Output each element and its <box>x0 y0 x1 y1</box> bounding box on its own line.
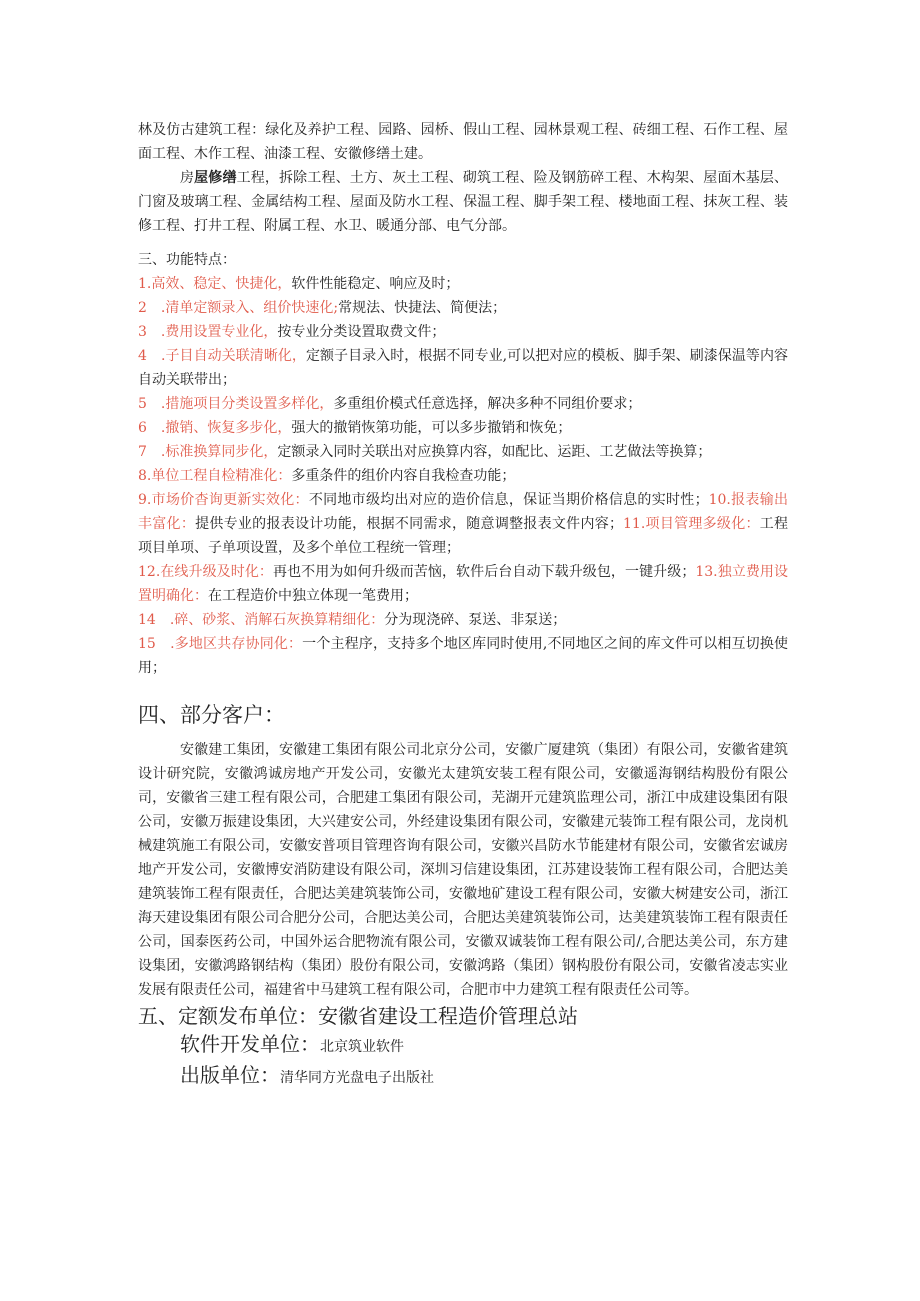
feature-1 <box>138 272 788 296</box>
feature-5 <box>138 392 788 416</box>
repair-prefix: 房 <box>180 170 195 186</box>
feature-15-text: 一个主程序，支持多个地区库同时使用,不同地区之间的库文件可以相互切换使用； <box>138 636 789 676</box>
feature-6 <box>138 416 788 440</box>
feature-11-title: 11.项目管理多级化： <box>623 516 760 532</box>
quota-publisher-line: 五、定额发布单位：安徽省建设工程造价管理总站 <box>138 1004 578 1028</box>
feature-6-title: 6 .撤销、恢复多步化， <box>138 420 292 436</box>
feature-7-title: 7 .标准换算同步化， <box>138 444 278 460</box>
feature-9-to-11 <box>138 488 788 560</box>
repair-bold: 屋修缮 <box>194 170 237 186</box>
repair-rest: 工程，拆除工程、土方、灰土工程、砌筑工程、险及钢筋碎工程、木构架、屋面木基层、门窗及玻璃工程、金属结构工程、屋面及防水工程、保温工程、脚手架工程、楼地面工程、抹灰工程、装修工程、打井工程、附属工程、水卫、暖通分部、电气分部。 <box>138 170 789 234</box>
feature-2 <box>138 296 788 320</box>
feature-10-title: 10.报表输出丰富化： <box>138 492 789 532</box>
feature-14 <box>138 608 788 632</box>
feature-8-title: 8.单位工程自检精准化： <box>138 468 292 484</box>
feature-3-text: 按专业分类设置取费文件； <box>277 324 446 340</box>
feature-13-text: 在工程造价中独立体现一笔费用； <box>208 588 418 604</box>
feature-1-text: 软件性能稳定、响应及时； <box>291 276 460 292</box>
publisher-label: 出版单位： <box>180 1063 280 1087</box>
features-heading: 三、功能特点： <box>138 252 236 268</box>
feature-5-text: 多重组价模式任意选择，解决多种不同组价要求； <box>333 396 642 412</box>
customers-paragraph: 安徽建工集团，安徽建工集团有限公司北京分公司，安徽广厦建筑（集团）有限公司，安徽省建筑设计研究院，安徽鸿诚房地产开发公司，安徽光太建筑安装工程有限公司，安徽遥海钢结构股份有限公司，安徽省三建工程有限公司，合肥建工集团有限公司，芜湖开元建筑监理公司，浙江中成建设集团有限公司，安徽万振建设集团，大兴建安公司，外经建设集团有限公司，安徽建元装饰工程有限公司，龙岗机械建筑施工有限公司，安徽安普项目管理咨询有限公司，安徽兴昌防水节能建材有限公司，安徽省宏诚房地产开发公司，安徽博安消防建设有限公司，深圳习信建设集团，江苏建设装饰工程有限公司，合肥达美建筑装饰工程有限责任，合肥达美建筑装饰公司，安徽地矿建设工程有限公司，安徽大树建安公司，浙江海天建设集团有限公司合肥分公司，合肥达美公司，合肥达美建筑装饰公司，达美建筑装饰工程有限责任公司，国泰医药公司，中国外运合肥物流有限公司，安徽双诚装饰工程有限公司/,合肥达美公司，东方建设集团，安徽鸿路钢结构（集团）股份有限公司，安徽鸿路（集团）钢构股份有限公司，安徽省凌志实业发展有限责任公司，福建省中马建筑工程有限公司，合肥市中力建筑工程有限责任公司等。 <box>138 742 788 998</box>
developer-value: 北京筑业软件 <box>320 1039 404 1055</box>
feature-12-13 <box>138 560 788 608</box>
feature-6-text: 强大的撤销恢第功能，可以多步撤销和恢免； <box>291 420 572 436</box>
feature-4 <box>138 344 788 392</box>
garden-paragraph: 林及仿古建筑工程：绿化及养护工程、园路、园桥、假山工程、园林景观工程、砖细工程、石作工程、屋面工程、木作工程、油漆工程、安徽修缮土建。 <box>138 122 788 162</box>
feature-4-title: 4 .子目自动关联清晰化， <box>138 348 306 364</box>
feature-11-text: 工程项目单项、子单项设置，及多个单位工程统一管理； <box>138 516 789 556</box>
customers-heading: 四、部分客户： <box>138 703 285 727</box>
feature-9-title: 9.市场价杳询更新实效化： <box>138 492 309 508</box>
developer-line <box>138 1030 788 1061</box>
feature-15 <box>138 632 788 680</box>
publisher-line <box>138 1061 788 1092</box>
feature-8 <box>138 464 788 488</box>
feature-3-title: 3 .费用设置专业化， <box>138 324 278 340</box>
feature-13-title: 13.独立费用设置明确化： <box>138 564 789 604</box>
feature-12-title: 12.在线升级及时化： <box>138 564 273 580</box>
feature-12-text: 再也不用为如何升级而苦恼，软件后台自动下载升级包，一键升级； <box>273 564 696 580</box>
feature-9-text: 不同地市级均出对应的造价信息，保证当期价格信息的实时性； <box>308 492 709 508</box>
feature-4-text: 定额子目录入时，根据不同专业,可以把对应的模板、脚手架、刷漆保温等内容自动关联带出； <box>138 348 788 388</box>
feature-3 <box>138 320 788 344</box>
feature-14-title: 14 .碎、砂浆、消解石灰换算精细化： <box>138 612 385 628</box>
document-page <box>138 118 788 1092</box>
feature-2-title: 2 .清单定额录入、组价快速化; <box>138 300 339 316</box>
publisher-value: 清华同方光盘电子出版社 <box>280 1070 434 1086</box>
feature-7 <box>138 440 788 464</box>
feature-2-text: 常规法、快捷法、简便法； <box>338 300 507 316</box>
feature-8-text: 多重条件的组价内容自我检查功能； <box>291 468 516 484</box>
feature-10-text: 提供专业的报表设计功能，根据不同需求，随意调整报表文件内容； <box>195 516 624 532</box>
feature-14-text: 分为现浇碎、泵送、非泵送； <box>384 612 567 628</box>
feature-1-title: 1.高效、稳定、快捷化， <box>138 276 292 292</box>
repair-paragraph <box>138 166 788 238</box>
feature-15-title: 15 .多地区共存协同化： <box>138 636 303 652</box>
feature-7-text: 定额录入同时关联出对应换算内容，如配比、运距、工艺做法等换算； <box>277 444 712 460</box>
developer-label: 软件开发单位： <box>180 1032 320 1056</box>
feature-5-title: 5 .措施项目分类设置多样化， <box>138 396 334 412</box>
